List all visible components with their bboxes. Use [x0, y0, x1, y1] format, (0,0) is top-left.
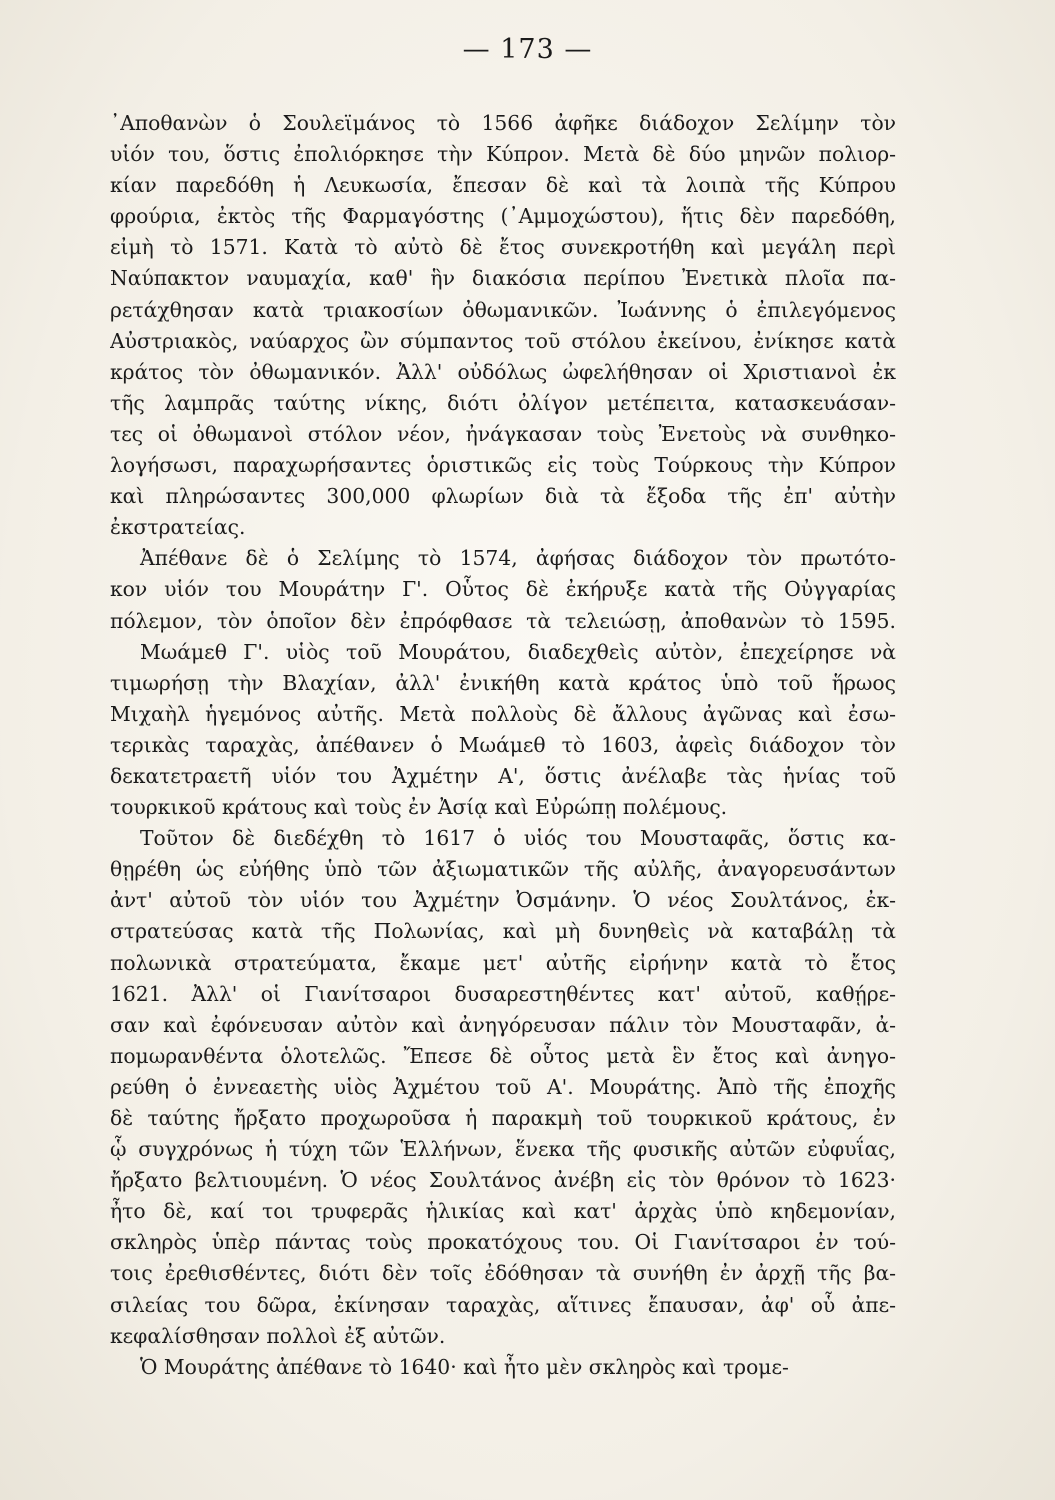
text-line: υἱόν του, ὅστις ἐπολιόρκησε τὴν Κύπρον. Μετὰ δὲ δύο μηνῶν πολιορ-: [110, 142, 896, 167]
text-line: πολωνικὰ στρατεύματα, ἔκαμε μετ' αὐτῆς εἰρήνην κατὰ τὸ ἔτος: [110, 950, 896, 975]
text-line: τερικὰς ταραχὰς, ἀπέθανεν ὁ Μωάμεθ τὸ 1603, ἀφεὶς διάδοχον τὸν: [110, 732, 896, 757]
text-line: κίαν παρεδόθη ἡ Λευκωσία, ἔπεσαν δὲ καὶ τὰ λοιπὰ τῆς Κύπρου: [110, 173, 896, 198]
text-line: πομωρανθέντα ὁλοτελῶς. Ἔπεσε δὲ οὗτος μετὰ ἓν ἔτος καὶ ἀνηγο-: [110, 1043, 896, 1068]
text-line: Ἀπέθανε δὲ ὁ Σελίμης τὸ 1574, ἀφήσας διάδοχον τὸν πρωτότο-: [140, 546, 896, 571]
text-line: 1621. Ἀλλ' οἱ Γιανίτσαροι δυσαρεστηθέντες κατ' αὐτοῦ, καθῄρε-: [110, 981, 896, 1006]
text-line: δεκατετραετῆ υἱόν του Ἀχμέτην Α', ὅστις ἀνέλαβε τὰς ἡνίας τοῦ: [110, 763, 896, 788]
text-line: ρετάχθησαν κατὰ τριακοσίων ὀθωμανικῶν. Ἰωάννης ὁ ἐπιλεγόμενος: [110, 297, 896, 322]
body-text: [110, 108, 896, 1383]
text-line: θῃρέθη ὡς εὐήθης ὑπὸ τῶν ἀξιωματικῶν τῆς αὐλῆς, ἀναγορευσάντων: [110, 857, 896, 882]
text-line: Μωάμεθ Γ'. υἱὸς τοῦ Μουράτου, διαδεχθεὶς αὐτὸν, ἐπεχείρησε νὰ: [140, 639, 896, 664]
text-line: τιμωρήσῃ τὴν Βλαχίαν, ἀλλ' ἐνικήθη κατὰ κράτος ὑπὸ τοῦ ἥρωος: [110, 670, 896, 695]
text-line: κράτος τὸν ὀθωμανικόν. Ἀλλ' οὐδόλως ὠφελήθησαν οἱ Χριστιανοὶ ἐκ: [110, 359, 896, 384]
text-line: Ναύπακτον ναυμαχία, καθ' ἣν διακόσια περίπου Ἐνετικὰ πλοῖα πα-: [110, 266, 896, 291]
text-line: δὲ ταύτης ἤρξατο προχωροῦσα ἡ παρακμὴ τοῦ τουρκικοῦ κράτους, ἐν: [110, 1106, 896, 1130]
text-line: πόλεμον, τὸν ὁποῖον δὲν ἐπρόφθασε τὰ τελειώσῃ, ἀποθανὼν τὸ 1595.: [110, 608, 896, 633]
text-line: φρούρια, ἐκτὸς τῆς Φαρμαγόστης (᾿Αμμοχώστου), ἥτις δὲν παρεδόθη,: [110, 204, 896, 229]
text-line: καὶ πληρώσαντες 300,000 φλωρίων διὰ τὰ ἔξοδα τῆς ἐπ' αὐτὴν: [110, 484, 896, 509]
text-line: σκληρὸς ὑπὲρ πάντας τοὺς προκατόχους του. Οἱ Γιανίτσαροι ἐν τού-: [110, 1230, 896, 1255]
text-line: ἤρξατο βελτιουμένη. Ὁ νέος Σουλτάνος ἀνέβη εἰς τὸν θρόνον τὸ 1623·: [110, 1168, 896, 1193]
text-line: ρεύθη ὁ ἐννεαετὴς υἱὸς Ἀχμέτου τοῦ Α'. Μουράτης. Ἀπὸ τῆς ἐποχῆς: [110, 1074, 896, 1099]
text-line: τοις ἐρεθισθέντες, διότι δὲν τοῖς ἐδόθησαν τὰ συνήθη ἐν ἀρχῇ τῆς βα-: [110, 1261, 896, 1286]
text-line: τῆς λαμπρᾶς ταύτης νίκης, διότι ὀλίγον μετέπειτα, κατασκευάσαν-: [110, 390, 896, 415]
text-line: τες οἱ ὀθωμανοὶ στόλον νέον, ἠνάγκασαν τοὺς Ἐνετοὺς νὰ συνθηκο-: [110, 421, 896, 446]
text-line: Αὐστριακὸς, ναύαρχος ὢν σύμπαντος τοῦ στόλου ἐκείνου, ἐνίκησε κατὰ: [110, 328, 896, 353]
text-line: Μιχαὴλ ἡγεμόνος αὐτῆς. Μετὰ πολλοὺς δὲ ἄλλους ἀγῶνας καὶ ἐσω-: [110, 701, 896, 726]
page-number: — 173 —: [462, 34, 593, 65]
text-line: Ὁ Μουράτης ἀπέθανε τὸ 1640· καὶ ἦτο μὲν σκληρὸς καὶ τρομε-: [140, 1354, 789, 1379]
text-line: σαν καὶ ἐφόνευσαν αὐτὸν καὶ ἀνηγόρευσαν πάλιν τὸν Μουσταφᾶν, ἀ-: [110, 1012, 896, 1037]
text-line: λογήσωσι, παραχωρήσαντες ὁριστικῶς εἰς τοὺς Τούρκους τὴν Κύπρον: [110, 453, 896, 478]
text-line: σιλείας του δῶρα, ἐκίνησαν ταραχὰς, αἵτινες ἔπαυσαν, ἀφ' οὗ ἀπε-: [110, 1292, 896, 1317]
text-line: ᾧ συγχρόνως ἡ τύχη τῶν Ἑλλήνων, ἕνεκα τῆς φυσικῆς αὐτῶν εὐφυΐας,: [110, 1137, 896, 1162]
text-line: ᾿Αποθανὼν ὁ Σουλεϊμάνος τὸ 1566 ἀφῆκε διάδοχον Σελίμην τὸν: [110, 111, 896, 135]
text-line: κεφαλίσθησαν πολλοὶ ἐξ αὐτῶν.: [110, 1323, 446, 1348]
text-line: Τοῦτον δὲ διεδέχθη τὸ 1617 ὁ υἱός του Μουσταφᾶς, ὅστις κα-: [140, 826, 896, 851]
text-line: ἀντ' αὐτοῦ τὸν υἱόν του Ἀχμέτην Ὀσμάνην. Ὁ νέος Σουλτάνος, ἐκ-: [110, 888, 896, 913]
text-line: στρατεύσας κατὰ τῆς Πολωνίας, καὶ μὴ δυνηθεὶς νὰ καταβάλῃ τὰ: [110, 919, 896, 944]
text-line: ἐκστρατείας.: [110, 515, 246, 540]
text-line: τουρκικοῦ κράτους καὶ τοὺς ἐν Ἀσίᾳ καὶ Εὐρώπῃ πολέμους.: [110, 795, 728, 820]
text-line: κον υἱόν του Μουράτην Γ'. Οὗτος δὲ ἐκήρυξε κατὰ τῆς Οὐγγαρίας: [110, 577, 896, 602]
text-line: ἦτο δὲ, καί τοι τρυφερᾶς ἡλικίας καὶ κατ' ἀρχὰς ὑπὸ κηδεμονίαν,: [110, 1199, 896, 1224]
text-line: εἰμὴ τὸ 1571. Κατὰ τὸ αὐτὸ δὲ ἔτος συνεκροτήθη καὶ μεγάλη περὶ: [110, 235, 896, 260]
